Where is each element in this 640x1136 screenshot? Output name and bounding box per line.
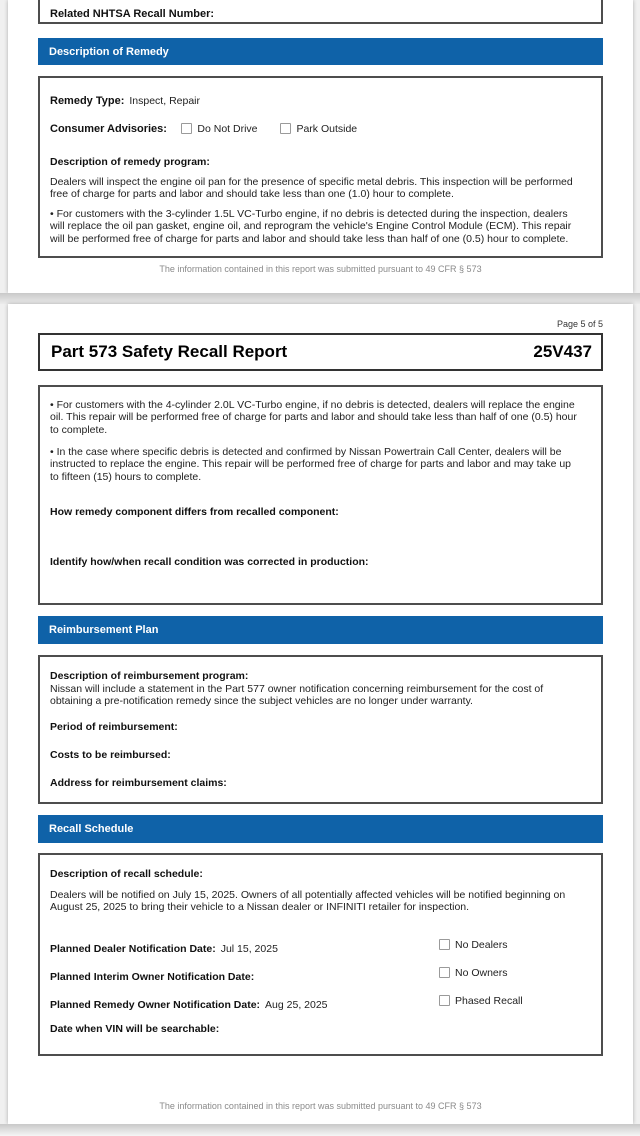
reimbursement-program-text: Nissan will include a statement in the Part 577 owner notification concerning reimbursement for the cost of obtaining a pre-notification remedy since the subject vehicles are no longer under warranty. — [50, 683, 544, 708]
reimbursement-box — [38, 655, 603, 804]
next-page-edge — [0, 1124, 640, 1136]
advisory-do-not-drive — [181, 123, 260, 135]
remedy-paragraph-4: • In the case where specific debris is detected and confirmed by Nissan Powertrain Call Center, dealers will be instructed to replace the engine. This repair will be performed free of charge for parts and labor and may take up to fifteen (15) hours to complete. — [50, 446, 572, 483]
dealer-notification-row — [50, 939, 591, 953]
do-not-drive-checkbox[interactable] — [181, 123, 192, 134]
remedy-details-box — [38, 76, 603, 258]
remedy-type-row — [50, 91, 591, 109]
page-separator — [0, 293, 640, 304]
page-footer: The information contained in this report was submitted pursuant to 49 CFR § 573 — [159, 264, 482, 274]
phased-recall-checkbox[interactable] — [439, 995, 450, 1006]
pdf-page-previous — [8, 0, 633, 293]
remedy-owner-notification-date: Aug 25, 2025 — [265, 999, 328, 1011]
recall-schedule-text: Dealers will be notified on July 15, 2025. Owners of all potentially affected vehicles will be notified beginning on August 25, 2025 to bring their vehicle to a Nissan dealer or INFINITI retailer for inspection. — [50, 889, 566, 914]
section-header-label: Recall Schedule — [49, 823, 134, 835]
section-header-label: Description of Remedy — [49, 45, 169, 58]
section-header-description-of-remedy — [38, 38, 603, 65]
recall-schedule-label: Description of recall schedule: — [50, 868, 203, 880]
interim-owner-notification-label: Planned Interim Owner Notification Date: — [50, 971, 255, 983]
remedy-type-label: Remedy Type: — [50, 95, 125, 107]
address-for-claims-label: Address for reimbursement claims: — [50, 777, 227, 789]
reimbursement-program-label: Description of reimbursement program: — [50, 670, 249, 682]
period-of-reimbursement-label: Period of reimbursement: — [50, 721, 178, 733]
identify-correction-label: Identify how/when recall condition was corrected in production: — [50, 556, 369, 568]
remedy-paragraph-1: Dealers will inspect the engine oil pan for the presence of specific metal debris. This inspection will be performed free of charge for parts and labor and should take less than one (1.0) hour to complete. — [50, 176, 573, 201]
phased-recall-option — [439, 995, 523, 1007]
costs-to-be-reimbursed-label: Costs to be reimbursed: — [50, 749, 171, 761]
no-dealers-label: No Dealers — [455, 939, 508, 951]
no-owners-label: No Owners — [455, 967, 508, 979]
advisory-park-outside — [280, 123, 357, 135]
consumer-advisories-row — [50, 119, 591, 137]
no-dealers-checkbox[interactable] — [439, 939, 450, 950]
do-not-drive-label: Do Not Drive — [197, 123, 258, 135]
remedy-type-value: Inspect, Repair — [129, 95, 200, 107]
remedy-paragraph-2: • For customers with the 3-cylinder 1.5L VC-Turbo engine, if no debris is detected during the inspection, dealers will replace the oil pan gasket, engine oil, and reprogram the vehicle's Engine Control Module (ECM). This repair will be performed free of charge for parts and labor and should take less than half of one (0.5) hour to complete. — [50, 208, 572, 245]
section-header-label: Reimbursement Plan — [49, 624, 159, 636]
remedy-owner-notification-row — [50, 995, 591, 1009]
recall-number: 25V437 — [533, 342, 592, 361]
remedy-program-label: Description of remedy program: — [50, 156, 210, 168]
consumer-advisories-label: Consumer Advisories: — [50, 123, 167, 135]
related-recall-label: Related NHTSA Recall Number: — [50, 8, 215, 20]
no-owners-option — [439, 967, 508, 979]
page-indicator: Page 5 of 5 — [556, 319, 603, 329]
remedy-paragraph-3: • For customers with the 4-cylinder 2.0L VC-Turbo engine, if no debris is detected, dealers will replace the engine oil. This repair will be performed free of charge for parts and labor and should take less than half of one (0.5) hour to complete. — [50, 399, 577, 436]
no-owners-checkbox[interactable] — [439, 967, 450, 978]
related-recall-box — [38, 0, 603, 24]
report-header-box — [38, 333, 603, 371]
park-outside-label: Park Outside — [296, 123, 358, 135]
phased-recall-label: Phased Recall — [455, 995, 523, 1007]
no-dealers-option — [439, 939, 508, 951]
remedy-owner-notification-label: Planned Remedy Owner Notification Date: — [50, 999, 261, 1011]
report-title: Part 573 Safety Recall Report — [51, 342, 288, 361]
vin-searchable-label: Date when VIN will be searchable: — [50, 1023, 220, 1035]
park-outside-checkbox[interactable] — [280, 123, 291, 134]
remedy-continued-box — [38, 385, 603, 605]
dealer-notification-label: Planned Dealer Notification Date: — [50, 943, 216, 955]
dealer-notification-date: Jul 15, 2025 — [220, 943, 278, 955]
section-header-reimbursement-plan — [38, 616, 603, 644]
recall-schedule-box — [38, 853, 603, 1056]
section-header-recall-schedule — [38, 815, 603, 843]
pdf-page-5 — [8, 304, 633, 1124]
interim-owner-notification-row — [50, 967, 591, 981]
how-differs-label: How remedy component differs from recalled component: — [50, 506, 339, 518]
page-footer: The information contained in this report was submitted pursuant to 49 CFR § 573 — [159, 1101, 482, 1111]
